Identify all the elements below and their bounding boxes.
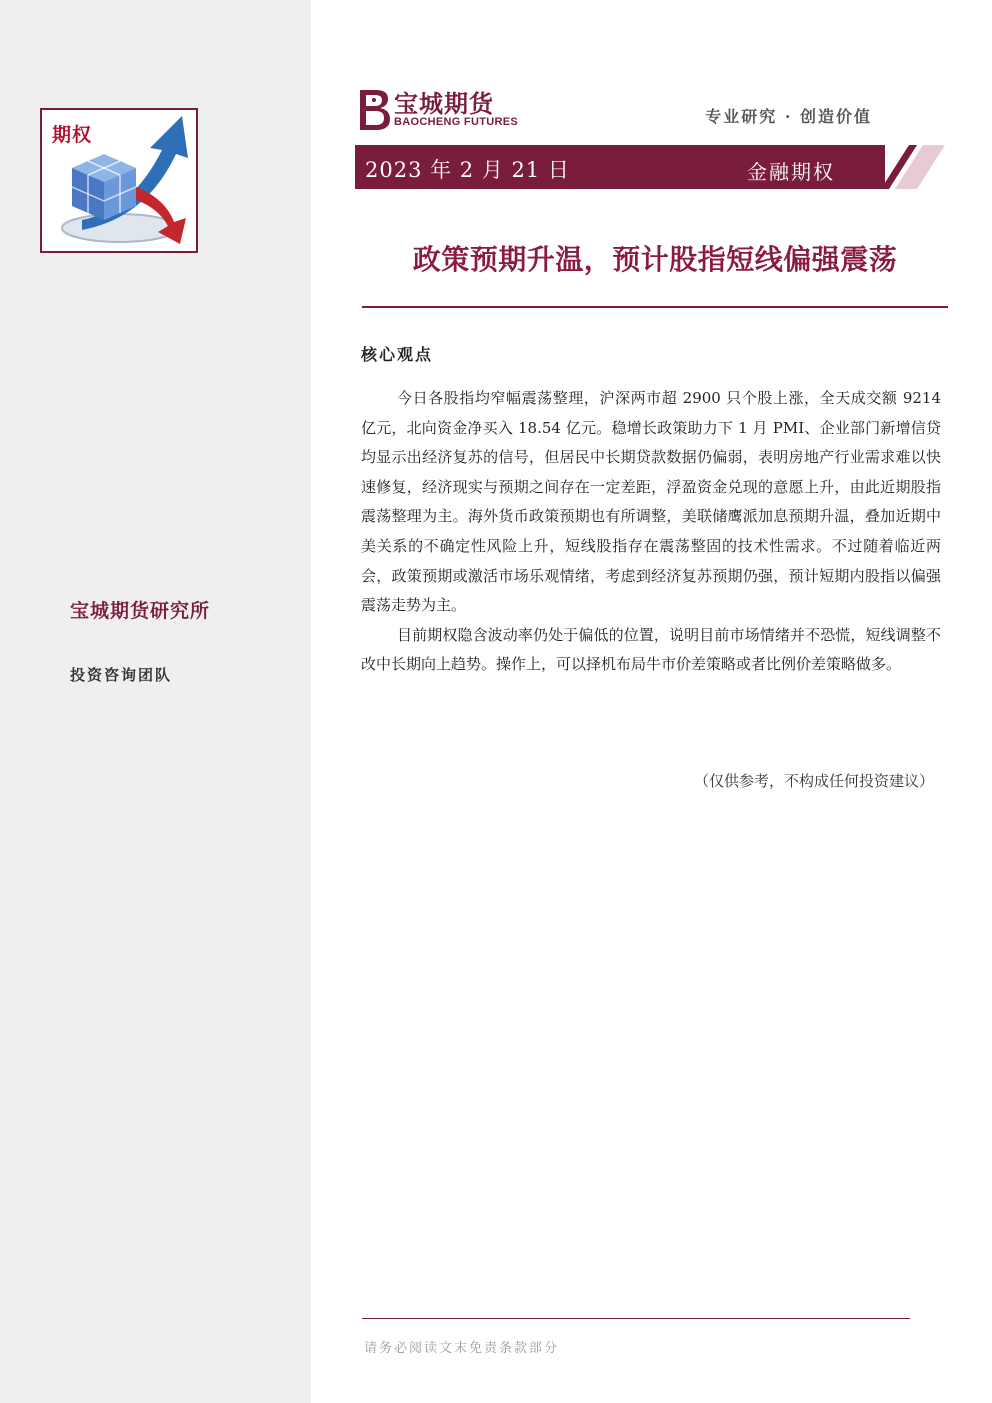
disclaimer-note: （仅供参考，不构成任何投资建议） <box>693 772 934 790</box>
slogan: 专业研究 · 创造价值 <box>705 107 872 126</box>
banner-stripes-decoration <box>855 145 945 189</box>
brand-english-name: BAOCHENG FUTURES <box>394 116 518 128</box>
cover-label: 期权 <box>52 124 93 146</box>
sidebar <box>0 0 311 1403</box>
body-text <box>361 384 941 680</box>
brand-chinese-name: 宝城期货 <box>394 90 494 118</box>
footer-divider <box>362 1318 910 1319</box>
report-title: 政策预期升温，预计股指短线偏强震荡 <box>412 243 898 276</box>
footer-disclaimer-link-text: 请务必阅读文末免责条款部分 <box>364 1341 560 1356</box>
paragraph: 今日各股指均窄幅震荡整理，沪深两市超 2900 只个股上涨，全天成交额 9214 亿元，北向资金净买入 18.54 亿元。稳增长政策助力下 1 月 PMI、企业部门新增信贷均显示出经济复苏的信号，但居民中长期贷款数据仍偏弱，表明房地产行业需求难以快速修复，经济现实与预期之间存在一定差距，浮盈资金兑现的意愿上升，由此近期股指震荡整理为主。海外货币政策预期也有所调整，美联储鹰派加息预期升温，叠加近期中美关系的不确定性风险上升，短线股指存在震荡整固的技术性需求。不过随着临近两会，政策预期或激活市场乐观情绪，考虑到经济复苏预期仍强，预计短期内股指以偏强震荡走势为主。 <box>361 389 941 615</box>
paragraph: 目前期权隐含波动率仍处于偏低的位置，说明目前市场情绪并不恐慌，短线调整不改中长期向上趋势。操作上，可以择机布局牛市价差策略或者比例价差策略做多。 <box>361 625 941 674</box>
report-date: 2023 年 2 月 21 日 <box>365 158 570 182</box>
institute-name: 宝城期货研究所 <box>70 600 211 622</box>
title-divider <box>362 306 948 308</box>
brand-logo-icon <box>356 86 392 132</box>
report-category: 金融期权 <box>747 160 835 184</box>
date-banner <box>355 145 885 189</box>
options-cover-image <box>40 108 198 253</box>
section-heading: 核心观点 <box>361 345 434 364</box>
brand-logo <box>356 86 526 132</box>
team-name: 投资咨询团队 <box>70 666 173 684</box>
